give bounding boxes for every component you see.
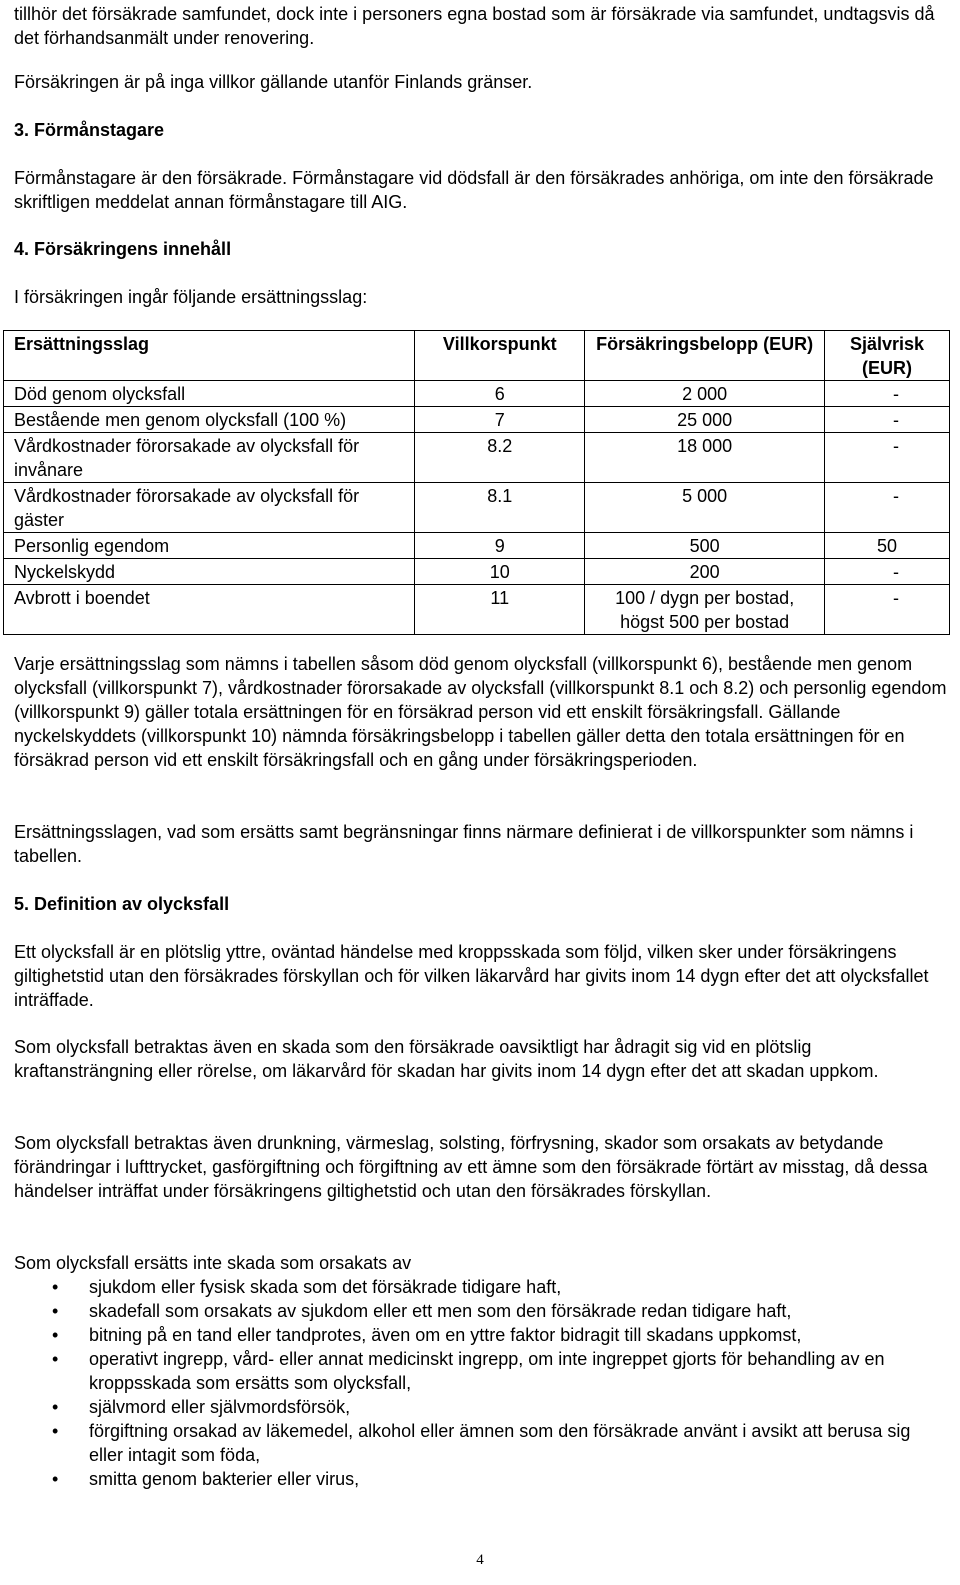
compensation-table [3,330,950,635]
table-cell: 8.2 [415,433,585,483]
table-row [4,381,950,407]
exclusions-intro: Som olycksfall ersätts inte skada som orsakats av [14,1253,412,1273]
table-header-row [4,331,950,381]
table-cell: Bestående men genom olycksfall (100 %) [4,407,415,433]
list-item: • skadefall som orsakats av sjukdom eller ett men som den försäkrade redan tidigare haft, [14,1299,949,1323]
list-item: • förgiftning orsakad av läkemedel, alkohol eller ämnen som den försäkrade använt i avsikt att berusa sig eller intagit som föda, [14,1419,949,1467]
list-item: • självmord eller självmordsförsök, [14,1395,949,1419]
section-3-paragraph: Förmånstagare är den försäkrade. Förmånstagare vid dödsfall är den försäkrades anhöriga, om inte den försäkrade skriftligen meddelat annan förmånstagare till AIG. [14,168,934,212]
table-cell: - [825,585,950,635]
table-cell: Avbrott i boendet [4,585,415,635]
table-cell: 6 [415,381,585,407]
table-cell: - [825,381,950,407]
exclusions-list [14,1275,949,1491]
table-row [4,585,950,635]
table-cell: Död genom olycksfall [4,381,415,407]
list-item: • bitning på en tand eller tandprotes, även om en yttre faktor bidragit till skadans uppkomst, [14,1323,949,1347]
table-cell: 25 000 [585,407,825,433]
table-cell: Vårdkostnader förorsakade av olycksfall för invånare [4,433,415,483]
table-cell: 10 [415,559,585,585]
table-cell: 5 000 [585,483,825,533]
table-header-cell: Försäkringsbelopp (EUR) [585,331,825,381]
table-cell: 50 [825,533,950,559]
table-cell: - [825,433,950,483]
section-3-heading: 3. Förmånstagare [14,120,165,140]
table-cell: 7 [415,407,585,433]
table-cell: Vårdkostnader förorsakade av olycksfall för gäster [4,483,415,533]
section-5-paragraph-3: Som olycksfall betraktas även drunkning, värmeslag, solsting, förfrysning, skador som orsakats av betydande förändringar i lufttrycket, gasförgiftning och förgiftning av ett ämne som den försäkrade förtärt av misstag, då dessa händelser inträffat under försäkringens giltighetstid och utan den försäkrades förskyllan. [14,1133,928,1201]
section-4-intro: I försäkringen ingår följande ersättningsslag: [14,287,368,307]
table-row [4,559,950,585]
list-item: • smitta genom bakterier eller virus, [14,1467,949,1491]
table-header-cell: Ersättningsslag [4,331,415,381]
table-header-cell: Villkorspunkt [415,331,585,381]
list-item: • operativt ingrepp, vård- eller annat medicinskt ingrepp, om inte ingreppet gjorts för behandling av en kroppsskada som ersätts som olycksfall, [14,1347,949,1395]
page-number: 4 [476,1552,484,1568]
table-cell: - [825,407,950,433]
section-5-paragraph-1: Ett olycksfall är en plötslig yttre, oväntad händelse med kroppsskada som följd, vilken sker under försäkringens giltighetstid utan den försäkrades förskyllan och för vilken läkarvård har givits inom 14 dygn efter det att olycksfallet inträffade. [14,942,929,1010]
section-4-paragraph: Varje ersättningsslag som nämns i tabellen såsom död genom olycksfall (villkorspunkt 6), bestående men genom olycksfall (villkorspunkt 7), vårdkostnader förorsakade av olycksfall (villkorspunkt 8.1 och 8.2) och personlig egendom (villkorspunkt 9) gäller totala ersättningen för en försäkrad person vid ett enskilt försäkringsfall. Gällande nyckelskyddets (villkorspunkt 10) nämnda försäkringsbelopp i tabellen gäller detta den totala ersättningen för en försäkrad person vid ett enskilt försäkringsfall och en gång under försäkringsperioden. [14,654,947,770]
table-cell: 11 [415,585,585,635]
table-cell: Personlig egendom [4,533,415,559]
table-cell: - [825,559,950,585]
table-cell: 100 / dygn per bostad, högst 500 per bostad [585,585,825,635]
table-cell: 9 [415,533,585,559]
table-row [4,433,950,483]
intro-paragraph: tillhör det försäkrade samfundet, dock inte i personers egna bostad som är försäkrade via samfundet, undtagsvis då det förhandsanmält under renovering. [14,4,935,48]
section-4-paragraph-2: Ersättningsslagen, vad som ersätts samt begränsningar finns närmare definierat i de villkorspunkter som nämns i tabellen. [14,822,914,866]
table-row [4,533,950,559]
table-cell: 18 000 [585,433,825,483]
table-row [4,407,950,433]
table-cell: 2 000 [585,381,825,407]
table-header-cell: Självrisk (EUR) [825,331,950,381]
section-4-heading: 4. Försäkringens innehåll [14,239,232,259]
table-cell: 200 [585,559,825,585]
table-cell: 8.1 [415,483,585,533]
table-cell: - [825,483,950,533]
table-cell: Nyckelskydd [4,559,415,585]
scope-paragraph: Försäkringen är på inga villkor gällande utanför Finlands gränser. [14,72,533,92]
section-5-paragraph-2: Som olycksfall betraktas även en skada som den försäkrade oavsiktligt har ådragit sig vid en plötslig kraftansträngning eller rörelse, om läkarvård för skadan har givits inom 14 dygn efter det att skadan uppkom. [14,1037,879,1081]
list-item: • sjukdom eller fysisk skada som det försäkrade tidigare haft, [14,1275,949,1299]
table-row [4,483,950,533]
table-cell: 500 [585,533,825,559]
section-5-heading: 5. Definition av olycksfall [14,894,230,914]
